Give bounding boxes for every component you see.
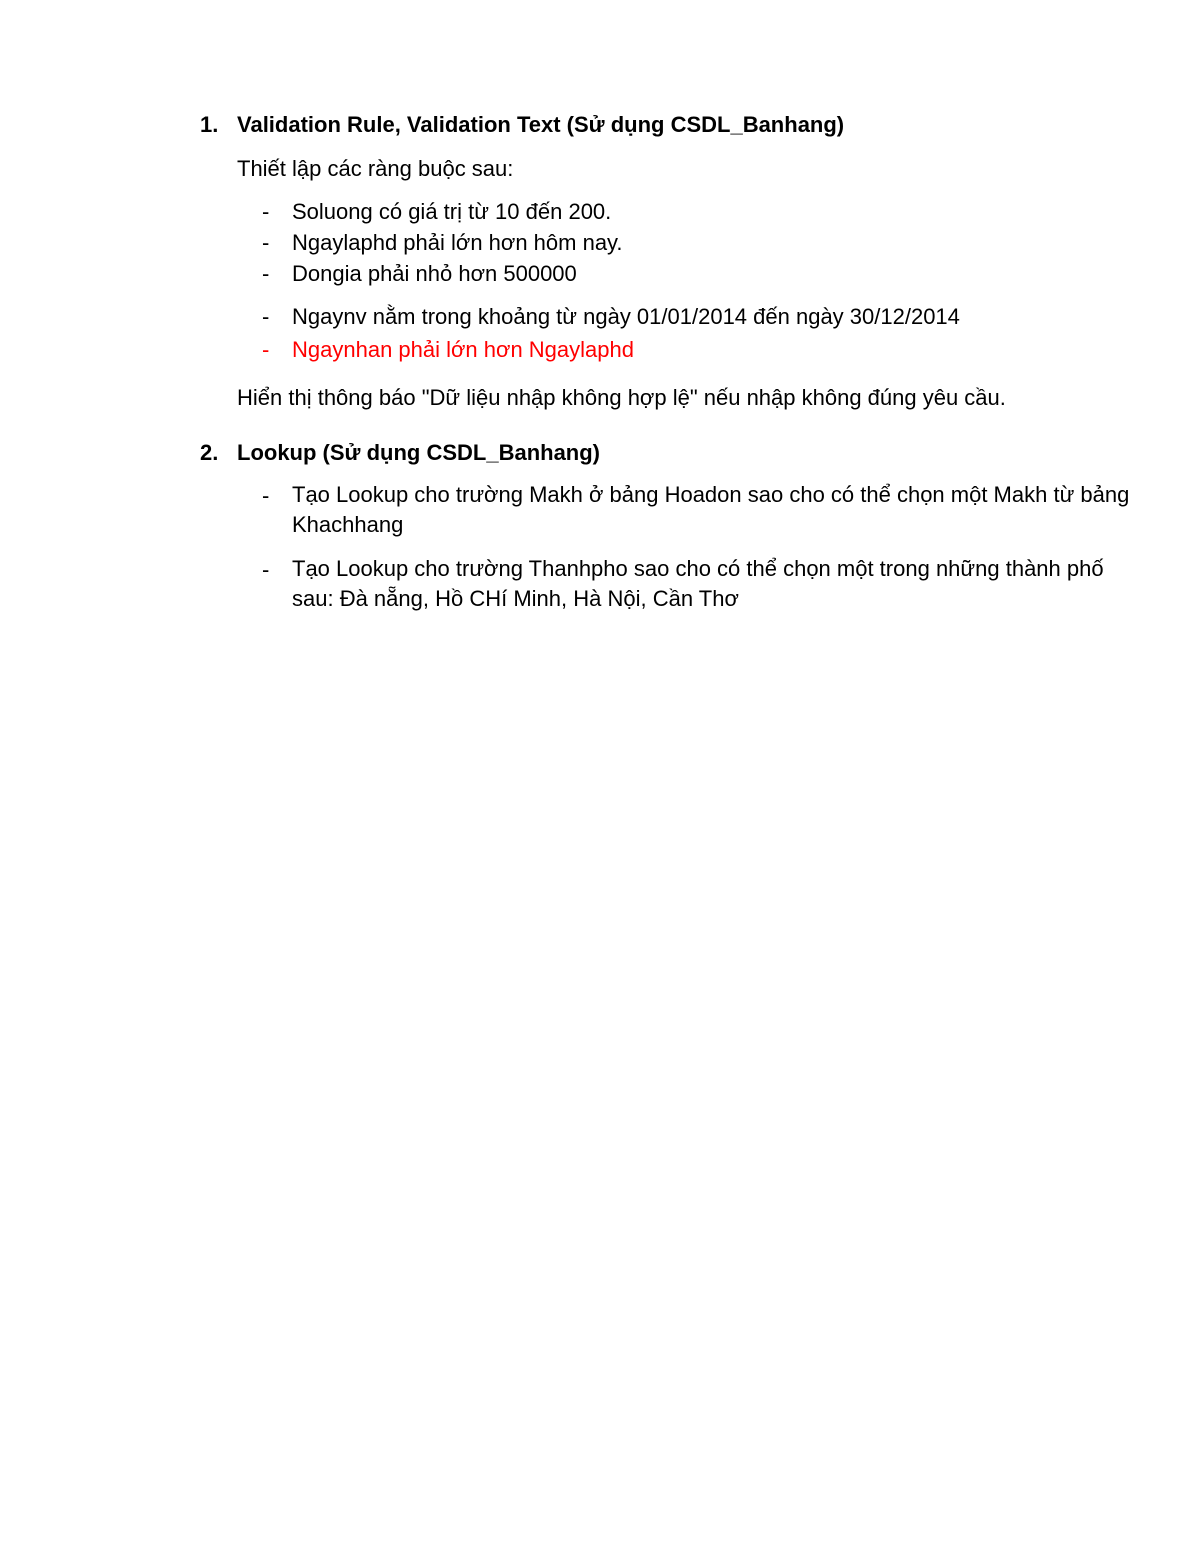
bullet-dash: - <box>262 261 270 286</box>
list-item: Tạo Lookup cho trường Thanhpho sao cho có thể chọn một trong những thành phố sau: Đà nẵng, Hồ CHí Minh, Hà Nội, Cần Thơ <box>292 556 1104 611</box>
section-2-number: 2. <box>200 440 219 465</box>
bullet-dash: - <box>262 483 270 508</box>
bullet-dash: - <box>262 304 270 329</box>
section-1-intro: Thiết lập các ràng buộc sau: <box>237 156 514 181</box>
section-1-heading <box>200 111 845 139</box>
section-1-number: 1. <box>200 112 219 137</box>
bullet-dash: - <box>262 557 270 582</box>
list-item: Ngaylaphd phải lớn hơn hôm nay. <box>292 230 623 255</box>
section-2-heading <box>200 439 601 467</box>
bullet-dash: - <box>262 230 270 255</box>
list-item: Tạo Lookup cho trường Makh ở bảng Hoadon sao cho có thể chọn một Makh từ bảng Khachhang <box>292 482 1130 537</box>
list-item: Soluong có giá trị từ 10 đến 200. <box>292 199 612 224</box>
bullet-dash: - <box>262 199 270 224</box>
list-item: Dongia phải nhỏ hơn 500000 <box>292 261 577 286</box>
section-1-title: Validation Rule, Validation Text (Sử dụng CSDL_Banhang) <box>237 112 845 137</box>
bullet-dash-highlighted: - <box>262 337 270 362</box>
list-item-highlighted: Ngaynhan phải lớn hơn Ngaylaphd <box>292 337 634 362</box>
section-1-message: Hiển thị thông báo "Dữ liệu nhập không hợp lệ" nếu nhập không đúng yêu cầu. <box>237 385 1006 410</box>
list-item: Ngaynv nằm trong khoảng từ ngày 01/01/2014 đến ngày 30/12/2014 <box>292 304 960 329</box>
section-2-title: Lookup (Sử dụng CSDL_Banhang) <box>237 440 601 465</box>
